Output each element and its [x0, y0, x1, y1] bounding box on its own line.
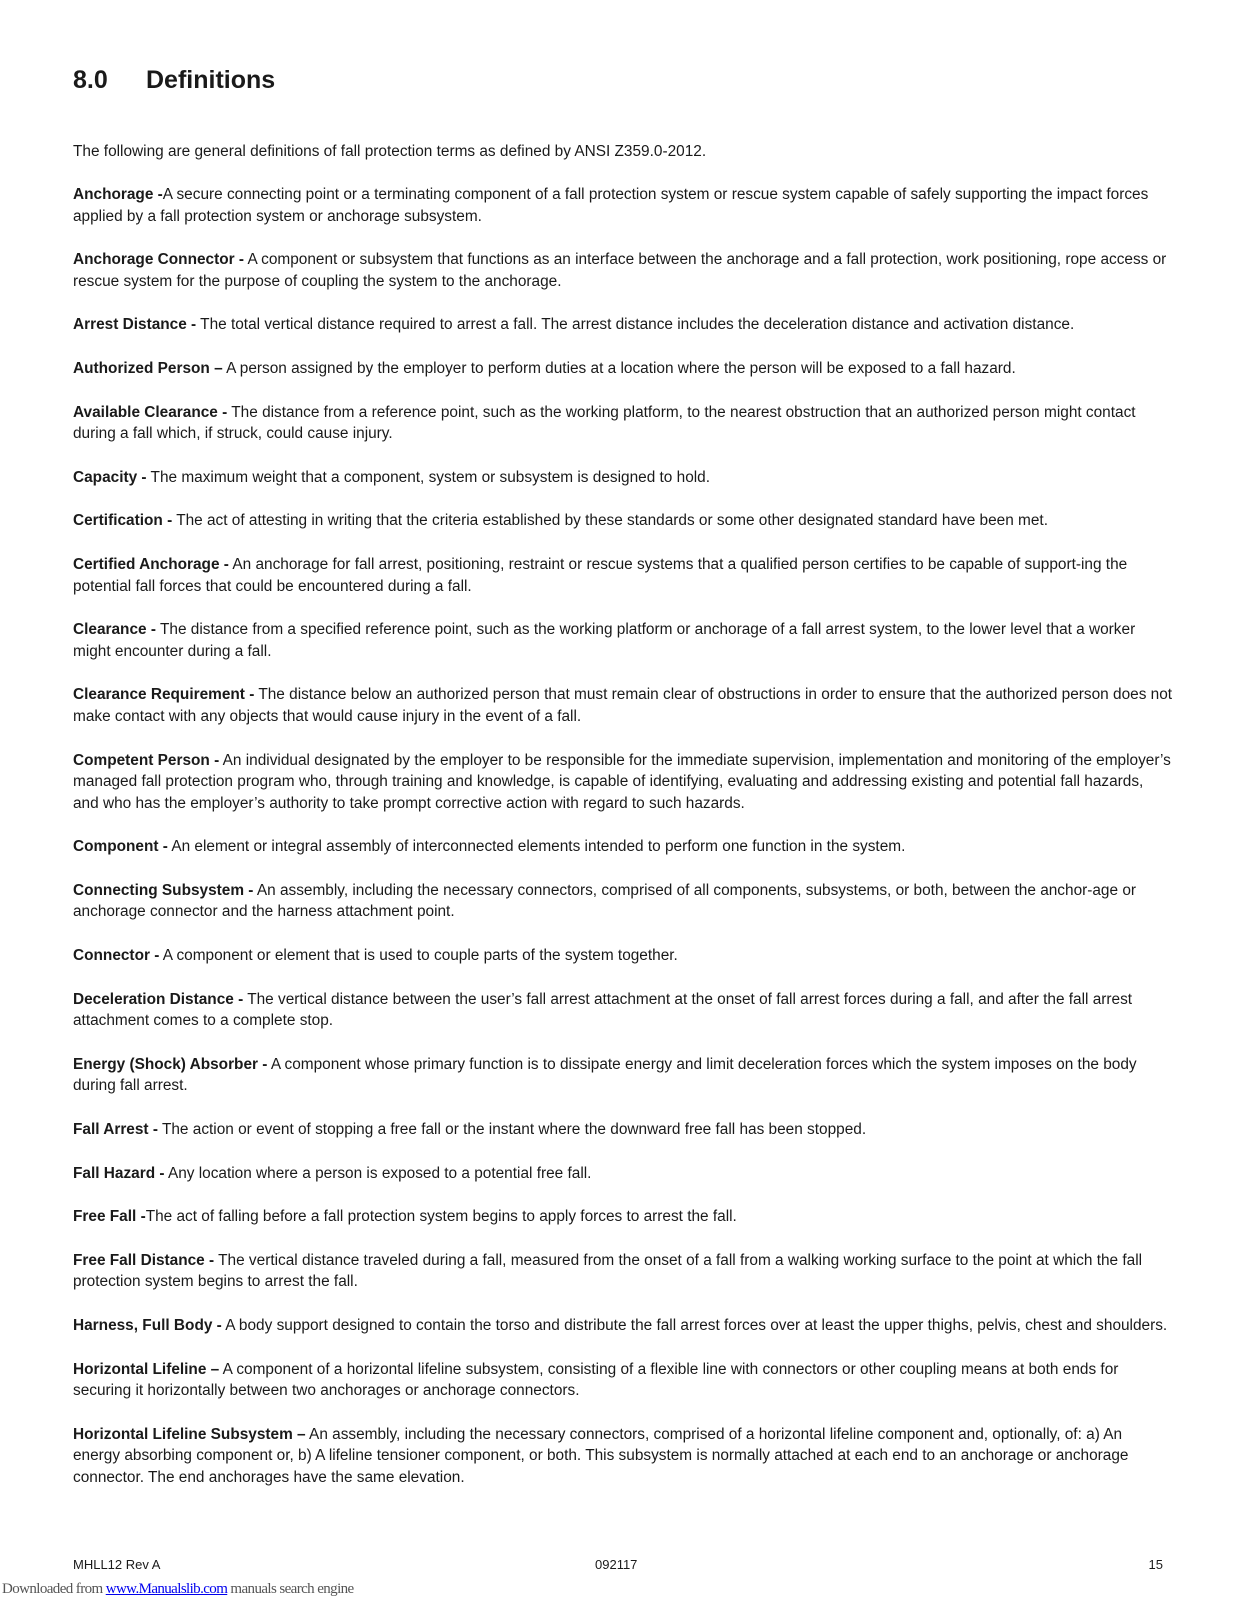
- definition-text: An assembly, including the necessary connectors, comprised of all components, subsystems, or both, between the anchor-age or anchorage connector and the harness attachment point.: [73, 881, 1137, 921]
- definition-text: A component or subsystem that functions as an interface between the anchorage and a fall protection, work positioning, rope access or rescue system for the purpose of coupling the system to the anchorage.: [73, 251, 1167, 290]
- definition-item: [73, 1163, 1173, 1185]
- definition-item: [73, 249, 1173, 292]
- definition-text: An assembly, including the necessary connectors, comprised of a horizontal lifeline component and, optionally, of: a) An energy absorbing component or, b) A lifeline tensioner component, or both. This subsystem is normally attached at each end to an anchorage or anchorage connector. The end anchorages have the same elevation.: [73, 1425, 1129, 1486]
- download-banner: [2, 1581, 354, 1598]
- definition-item: [73, 1206, 1173, 1228]
- definition-term: Authorized Person –: [73, 359, 223, 377]
- definition-term: Deceleration Distance -: [73, 990, 244, 1008]
- manualslib-link[interactable]: www.Manualslib.com: [105, 1581, 228, 1597]
- definition-term: Clearance Requirement -: [73, 686, 255, 704]
- definition-item: [73, 989, 1173, 1032]
- definition-text: The act of falling before a fall protection system begins to apply forces to arrest the fall.: [145, 1208, 737, 1226]
- definition-term: Clearance -: [73, 621, 156, 639]
- definition-text: An anchorage for fall arrest, positioning, restraint or rescue systems that a qualified person certifies to be capable of support-ing the potential fall forces that could be encountered during a fall.: [73, 555, 1128, 595]
- definition-text: The vertical distance traveled during a fall, measured from the onset of a fall from a walking working surface to the point at which the fall protection system begins to arrest the fall.: [73, 1251, 1143, 1291]
- definition-term: Free Fall Distance -: [73, 1251, 215, 1269]
- definition-item: [73, 1119, 1173, 1141]
- definitions-list: [73, 184, 1173, 1511]
- definition-item: [73, 1359, 1173, 1402]
- definition-text: Any location where a person is exposed to a potential free fall.: [164, 1164, 592, 1182]
- definition-text: A component of a horizontal lifeline subsystem, consisting of a flexible line with connectors or other coupling means at both ends for securing it horizontally between two anchorages or anchorage connectors.: [73, 1360, 1119, 1400]
- definition-term: Horizontal Lifeline Subsystem –: [73, 1425, 306, 1443]
- definition-text: A component whose primary function is to dissipate energy and limit deceleration forces which the system imposes on the body during fall arrest.: [73, 1055, 1137, 1095]
- definition-term: Arrest Distance -: [73, 316, 197, 334]
- definition-item: [73, 1250, 1173, 1293]
- download-prefix: Downloaded from: [2, 1581, 106, 1597]
- definition-text: A secure connecting point or a terminating component of a fall protection system or rescue system capable of safely supporting the impact forces applied by a fall protection system or anchorage subsystem.: [73, 186, 1149, 225]
- definition-item: [73, 750, 1173, 815]
- definition-term: Competent Person -: [73, 751, 220, 769]
- definition-item: [73, 1424, 1173, 1489]
- definition-term: Harness, Full Body -: [73, 1317, 222, 1334]
- definition-term: Fall Arrest -: [73, 1121, 158, 1139]
- definition-text: The maximum weight that a component, system or subsystem is designed to hold.: [146, 468, 711, 486]
- definition-term: Energy (Shock) Absorber -: [73, 1055, 268, 1073]
- section-number: 8.0: [73, 66, 108, 94]
- definition-text: An element or integral assembly of interconnected elements intended to perform one function in the system.: [167, 838, 906, 856]
- definition-text: The distance from a reference point, such as the working platform, to the nearest obstruction that an authorized person might contact during a fall which, if struck, could cause injury.: [73, 403, 1136, 443]
- section-title: Definitions: [146, 66, 276, 94]
- definition-item: [73, 510, 1173, 532]
- definition-term: Anchorage Connector -: [73, 251, 245, 269]
- definition-item: [73, 880, 1173, 923]
- footer-date-code: 092117: [595, 1557, 638, 1572]
- definition-term: Component -: [73, 838, 168, 856]
- definition-text: The vertical distance between the user’s fall arrest attachment at the onset of fall arrest forces during a fall, and after the fall arrest attachment comes to a complete stop.: [73, 990, 1133, 1030]
- definition-term: Fall Hazard -: [73, 1164, 165, 1182]
- definition-text: A body support designed to contain the torso and distribute the fall arrest forces over at least the upper thighs, pelvis, chest and shoulders.: [221, 1317, 1168, 1334]
- definition-term: Anchorage -: [73, 186, 163, 203]
- definition-item: [73, 184, 1173, 227]
- definition-term: Capacity -: [73, 468, 147, 486]
- definition-text: A component or element that is used to couple parts of the system together.: [159, 947, 678, 965]
- definition-text: An individual designated by the employer to be responsible for the immediate supervision, implementation and monitoring of the employer’s managed fall protection program who, through training and knowledge, is capable of identifying, evaluating and addressing existing and potential fall hazards, and who has the employer’s authority to take prompt corrective action with regard to such hazards.: [73, 751, 1171, 812]
- definition-item: [73, 554, 1173, 597]
- definition-item: [73, 402, 1173, 445]
- intro-paragraph: The following are general definitions of fall protection terms as defined by ANSI Z359.0-2012.: [73, 143, 707, 160]
- definition-item: [73, 467, 1173, 489]
- definition-item: [73, 684, 1173, 727]
- footer-doc-id: MHLL12 Rev A: [73, 1557, 161, 1572]
- definition-item: [73, 619, 1173, 662]
- definition-item: [73, 314, 1173, 336]
- definition-text: The action or event of stopping a free fall or the instant where the downward free fall has been stopped.: [157, 1121, 867, 1139]
- definition-item: [73, 836, 1173, 858]
- definition-term: Available Clearance -: [73, 403, 228, 421]
- definition-text: The total vertical distance required to arrest a fall. The arrest distance includes the deceleration distance and activation distance.: [196, 316, 1075, 334]
- download-suffix: manuals search engine: [227, 1581, 354, 1597]
- definition-term: Certified Anchorage -: [73, 555, 229, 573]
- definition-text: The distance from a specified reference point, such as the working platform or anchorage of a fall arrest system, to the lower level that a worker might encounter during a fall.: [73, 621, 1136, 660]
- definition-text: The distance below an authorized person that must remain clear of obstructions in order to ensure that the authorized person does not make contact with any objects that would cause injury in the event of a fall.: [73, 686, 1173, 725]
- section-heading: [73, 66, 275, 95]
- definition-term: Connecting Subsystem -: [73, 881, 254, 899]
- definition-term: Free Fall -: [73, 1208, 146, 1226]
- definition-term: Horizontal Lifeline –: [73, 1360, 220, 1378]
- definition-item: [73, 358, 1173, 380]
- definition-text: A person assigned by the employer to perform duties at a location where the person will be exposed to a fall hazard.: [222, 359, 1016, 377]
- definition-item: [73, 1054, 1173, 1097]
- definition-item: [73, 1315, 1173, 1337]
- footer-page-number: 15: [1148, 1557, 1163, 1572]
- definition-item: [73, 945, 1173, 967]
- definition-term: Connector -: [73, 947, 160, 965]
- definition-text: The act of attesting in writing that the criteria established by these standards or some other designated standard have been met.: [172, 512, 1048, 530]
- definition-term: Certification -: [73, 512, 173, 530]
